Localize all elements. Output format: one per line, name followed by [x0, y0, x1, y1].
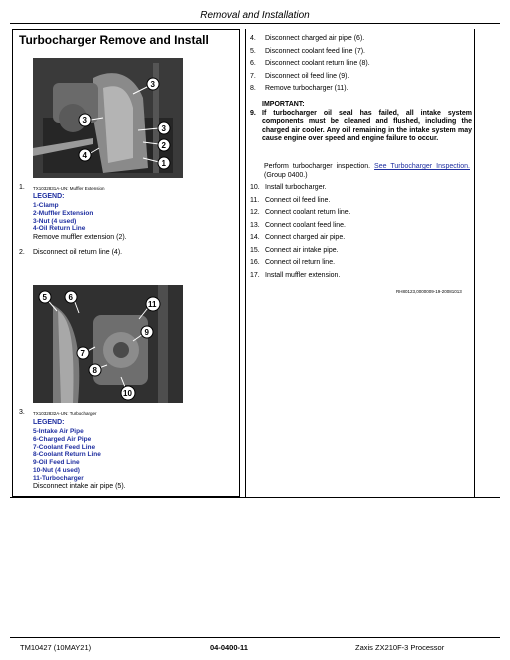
footer-page-number: 04-0400-11: [210, 643, 248, 652]
legend-item: 4-Oil Return Line: [33, 225, 86, 233]
callout-7: [77, 347, 89, 359]
callout-4: [79, 149, 91, 161]
callout-2: [158, 139, 170, 151]
legend-item: 7-Coolant Feed Line: [33, 443, 96, 451]
list-item: 15. Connect air intake pipe.: [250, 246, 339, 254]
legend-item: 5-Intake Air Pipe: [33, 428, 84, 435]
step-3-number: 3.: [19, 409, 25, 416]
turbocharger-inspection-link[interactable]: See Turbocharger Inspection.: [374, 163, 470, 170]
perform-group-ref: (Group 0400.): [264, 171, 308, 179]
svg-text:3: 3: [82, 116, 87, 125]
legend-item: 2-Muffler Extension: [33, 209, 94, 217]
legend-item: 8-Coolant Return Line: [33, 451, 101, 459]
svg-text:8: 8: [92, 366, 97, 375]
right-margin-rule: [474, 29, 475, 497]
svg-text:2: 2: [161, 141, 166, 150]
legend-item: 11-Turbocharger: [33, 474, 84, 482]
important-notice: [250, 101, 472, 144]
legend-item: 6-Charged Air Pipe: [33, 435, 92, 443]
important-number: 9.: [250, 109, 256, 117]
section-header: Removal and Installation: [200, 10, 310, 21]
callout-9: [141, 326, 153, 338]
list-item: 16. Connect oil return line.: [250, 259, 336, 266]
important-body: [250, 110, 472, 144]
svg-text:4: 4: [82, 151, 87, 160]
list-item: 6. Disconnect coolant return line (8).: [250, 60, 370, 68]
svg-text:1: 1: [161, 159, 166, 168]
figure-turbocharger-photo: [33, 285, 183, 403]
perform-text: Perform turbocharger inspection.: [264, 163, 371, 170]
figure1-caption-id: TX1032831A-UN: Muffler Extension: [33, 186, 105, 191]
svg-text:6: 6: [68, 293, 73, 302]
important-text: If turbocharger oil seal has failed, all intake system components must be cleaned and flushed, including the charged air cooler. Any oil remaining in the intake system may cause engine over speed and engine failure to occur.: [262, 109, 472, 143]
reference-id: RH80123,0000009-19-20081013: [396, 289, 462, 294]
steps-list-b: [250, 184, 351, 284]
callout-10: [121, 386, 135, 400]
column-divider: [245, 29, 246, 497]
step-1-number: 1.: [19, 184, 25, 191]
svg-text:5: 5: [42, 293, 47, 302]
svg-text:3: 3: [161, 124, 166, 133]
figure1-legend: [33, 202, 93, 233]
callout-5: [39, 291, 51, 303]
list-item: 7. Disconnect oil feed line (9).: [250, 72, 350, 80]
svg-text:9: 9: [144, 328, 149, 337]
legend-item: 9-Oil Feed Line: [33, 459, 80, 467]
figure1-legend-title: LEGEND:: [33, 193, 65, 200]
footer-rule: [10, 637, 500, 638]
content-bottom-rule: [10, 497, 500, 498]
list-item: 13. Connect coolant feed line.: [250, 221, 346, 229]
list-item: 8. Remove turbocharger (11).: [250, 85, 349, 93]
list-item: 10. Install turbocharger.: [250, 184, 327, 191]
list-item: 11. Connect oil feed line.: [250, 196, 331, 204]
svg-text:10: 10: [123, 389, 132, 398]
callout-11: [146, 297, 160, 311]
callout-3b: [79, 114, 91, 126]
svg-text:11: 11: [148, 300, 157, 309]
callout-3c: [158, 122, 170, 134]
list-item: 12. Connect coolant return line.: [250, 209, 351, 216]
step-1-instruction: Remove muffler extension (2).: [33, 234, 127, 241]
svg-text:7: 7: [80, 349, 85, 358]
header-rule: [10, 23, 500, 24]
figure2-legend: [33, 428, 101, 483]
figure2-caption-id: TX1032832A-UN: Turbocharger: [33, 411, 97, 416]
step-2-number: 2.: [19, 249, 25, 256]
callout-1: [158, 157, 170, 169]
perform-inspection-note: [264, 163, 470, 180]
steps-list-a: [250, 35, 370, 98]
footer-doc-id: TM10427 (10MAY21): [20, 643, 92, 652]
list-item: 17. Install muffler extension.: [250, 271, 341, 279]
legend-item: 1-Clamp: [33, 202, 59, 209]
page-title: Turbocharger Remove and Install: [19, 33, 209, 47]
list-item: 4. Disconnect charged air pipe (6).: [250, 35, 365, 42]
figure2-legend-title: LEGEND:: [33, 419, 65, 426]
figure-muffler-extension-photo: [33, 58, 183, 178]
important-label: IMPORTANT:: [262, 101, 305, 108]
callout-8: [89, 364, 101, 376]
step-3-instruction: Disconnect intake air pipe (5).: [33, 483, 126, 490]
legend-item: 10-Nut (4 used): [33, 466, 80, 474]
footer-product: Zaxis ZX210F-3 Processor: [355, 643, 445, 652]
step-2-text: Disconnect oil return line (4).: [33, 249, 123, 256]
callout-3a: [147, 78, 159, 90]
list-item: 5. Disconnect coolant feed line (7).: [250, 47, 365, 55]
legend-item: 3-Nut (4 used): [33, 217, 77, 225]
callout-6: [65, 291, 77, 303]
list-item: 14. Connect charged air pipe.: [250, 234, 346, 241]
svg-text:3: 3: [150, 80, 155, 89]
